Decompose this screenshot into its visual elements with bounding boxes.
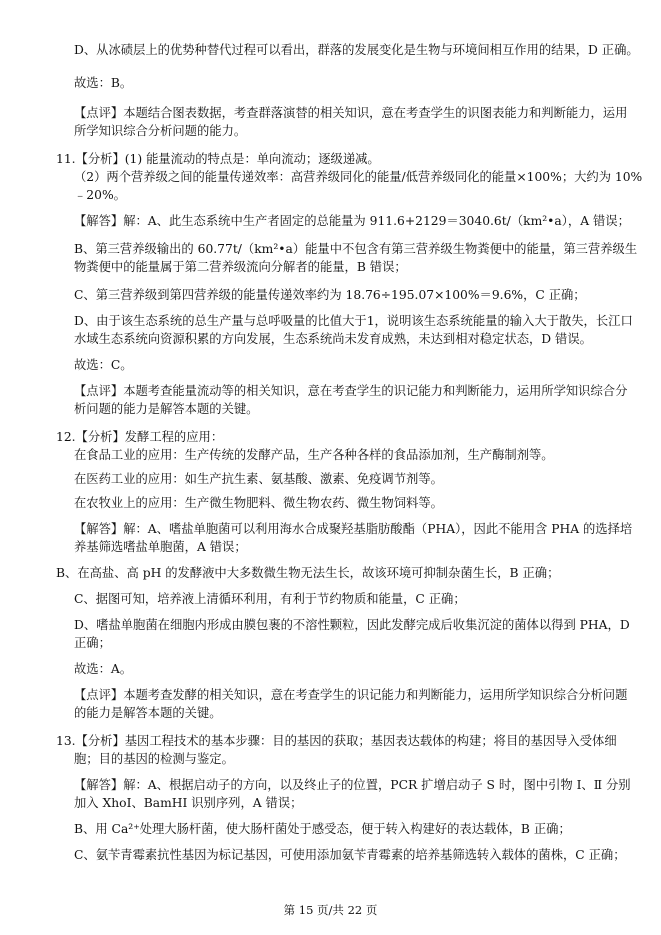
text-line: 【解答】解：A、根据启动子的方向，以及终止子的位置，PCR 扩增启动子 S 时，图中引物 I、Ⅱ 分别 <box>74 778 631 792</box>
text-line: 【解答】解：A、嗜盐单胞菌可以利用海水合成聚羟基脂肪酸酯（PHA），因此不能用含 PHA 的选择培 <box>74 522 633 536</box>
text-line: 故选：A。 <box>74 662 133 676</box>
text-line: 故选：B。 <box>74 76 133 90</box>
text-line: B、用 Ca²⁺处理大肠杆菌，使大肠杆菌处于感受态，便于转入构建好的表达载体，B 正确； <box>74 822 571 836</box>
text-line: 【点评】本题考查发酵的相关知识，意在考查学生的识记能力和判断能力，运用所学知识综合分析问题 <box>74 688 628 702</box>
text-line: 在医药工业的应用：如生产抗生素、氨基酸、激素、免疫调节剂等。 <box>74 472 443 486</box>
question-heading-line: 11.【分析】(1) 能量流动的特点是：单向流动；逐级递减。 <box>56 152 380 166</box>
text-line: 胞；目的基因的检测与鉴定。 <box>74 752 234 766</box>
text-line: D、从冰碛层上的优势种替代过程可以看出，群落的发展变化是生物与环境间相互作用的结果，D 正确。 <box>74 43 639 57</box>
question-heading-line: 12.【分析】发酵工程的应用： <box>56 430 224 444</box>
text-line: 析问题的能力是解答本题的关键。 <box>74 402 259 416</box>
text-line: 物粪便中的能量属于第二营养级流向分解者的能量，B 错误； <box>74 260 407 274</box>
text-line: 所学知识综合分析问题的能力。 <box>74 124 247 138</box>
text-line: 加入 XhoI、BamHI 识别序列，A 错误； <box>74 796 303 810</box>
text-line: B、在高盐、高 pH 的发酵液中大多数微生物无法生长，故该环境可抑制杂菌生长，B 正确； <box>56 566 560 580</box>
text-line: 【解答】解：A、此生态系统中生产者固定的总能量为 911.6+2129＝3040.6t/（km²•a），A 错误； <box>74 214 630 228</box>
text-line: B、第三营养级输出的 60.77t/（km²•a）能量中不包含有第三营养级生物粪便中的能量，第三营养级生 <box>74 242 638 256</box>
text-line: 在食品工业的应用：生产传统的发酵产品，生产各种各样的食品添加剂，生产酶制剂等。 <box>74 448 554 462</box>
text-line: （2）两个营养级之间的能量传递效率：高营养级同化的能量/低营养级同化的能量×100%；大约为 10% <box>74 170 643 184</box>
question-heading-line: 13.【分析】基因工程技术的基本步骤：目的基因的获取；基因表达载体的构建；将目的基因导入受体细 <box>56 734 617 748</box>
text-line: C、第三营养级到第四营养级的能量传递效率约为 18.76÷195.07×100%＝9.6%，C 正确； <box>74 288 586 302</box>
text-line: D、由于该生态系统的总生产量与总呼吸量的比值大于1，说明该生态系统能量的输入大于散失，长江口 <box>74 314 633 328</box>
text-line: 故选：C。 <box>74 358 133 372</box>
text-line: ﹣20%。 <box>74 188 126 202</box>
text-line: D、嗜盐单胞菌在细胞内形成由膜包裹的不溶性颗粒，因此发酵完成后收集沉淀的菌体以得到 PHA，D <box>74 618 630 632</box>
text-line: 【点评】本题结合图表数据，考查群落演替的相关知识，意在考查学生的识图表能力和判断能力，运用 <box>74 106 628 120</box>
text-line: 水域生态系统向资源积累的方向发展，生态系统尚未发育成熟，未达到相对稳定状态，D 错误。 <box>74 332 592 346</box>
text-line: C、据图可知，培养液上清循环利用，有利于节约物质和能量，C 正确； <box>74 592 466 606</box>
text-line: 的能力是解答本题的关键。 <box>74 706 222 720</box>
text-line: 养基筛选嗜盐单胞菌，A 错误； <box>74 540 247 554</box>
text-line: 在农牧业上的应用：生产微生物肥料、微生物农药、微生物饲料等。 <box>74 496 443 510</box>
page-footer: 第 15 页/共 22 页 <box>283 903 378 917</box>
text-line: 正确； <box>74 636 111 650</box>
text-line: C、氨苄青霉素抗性基因为标记基因，可使用添加氨苄青霉素的培养基筛选转入载体的菌株，C 正确； <box>74 848 626 862</box>
text-line: 【点评】本题考查能量流动等的相关知识，意在考查学生的识记能力和判断能力，运用所学知识综合分 <box>74 384 628 398</box>
